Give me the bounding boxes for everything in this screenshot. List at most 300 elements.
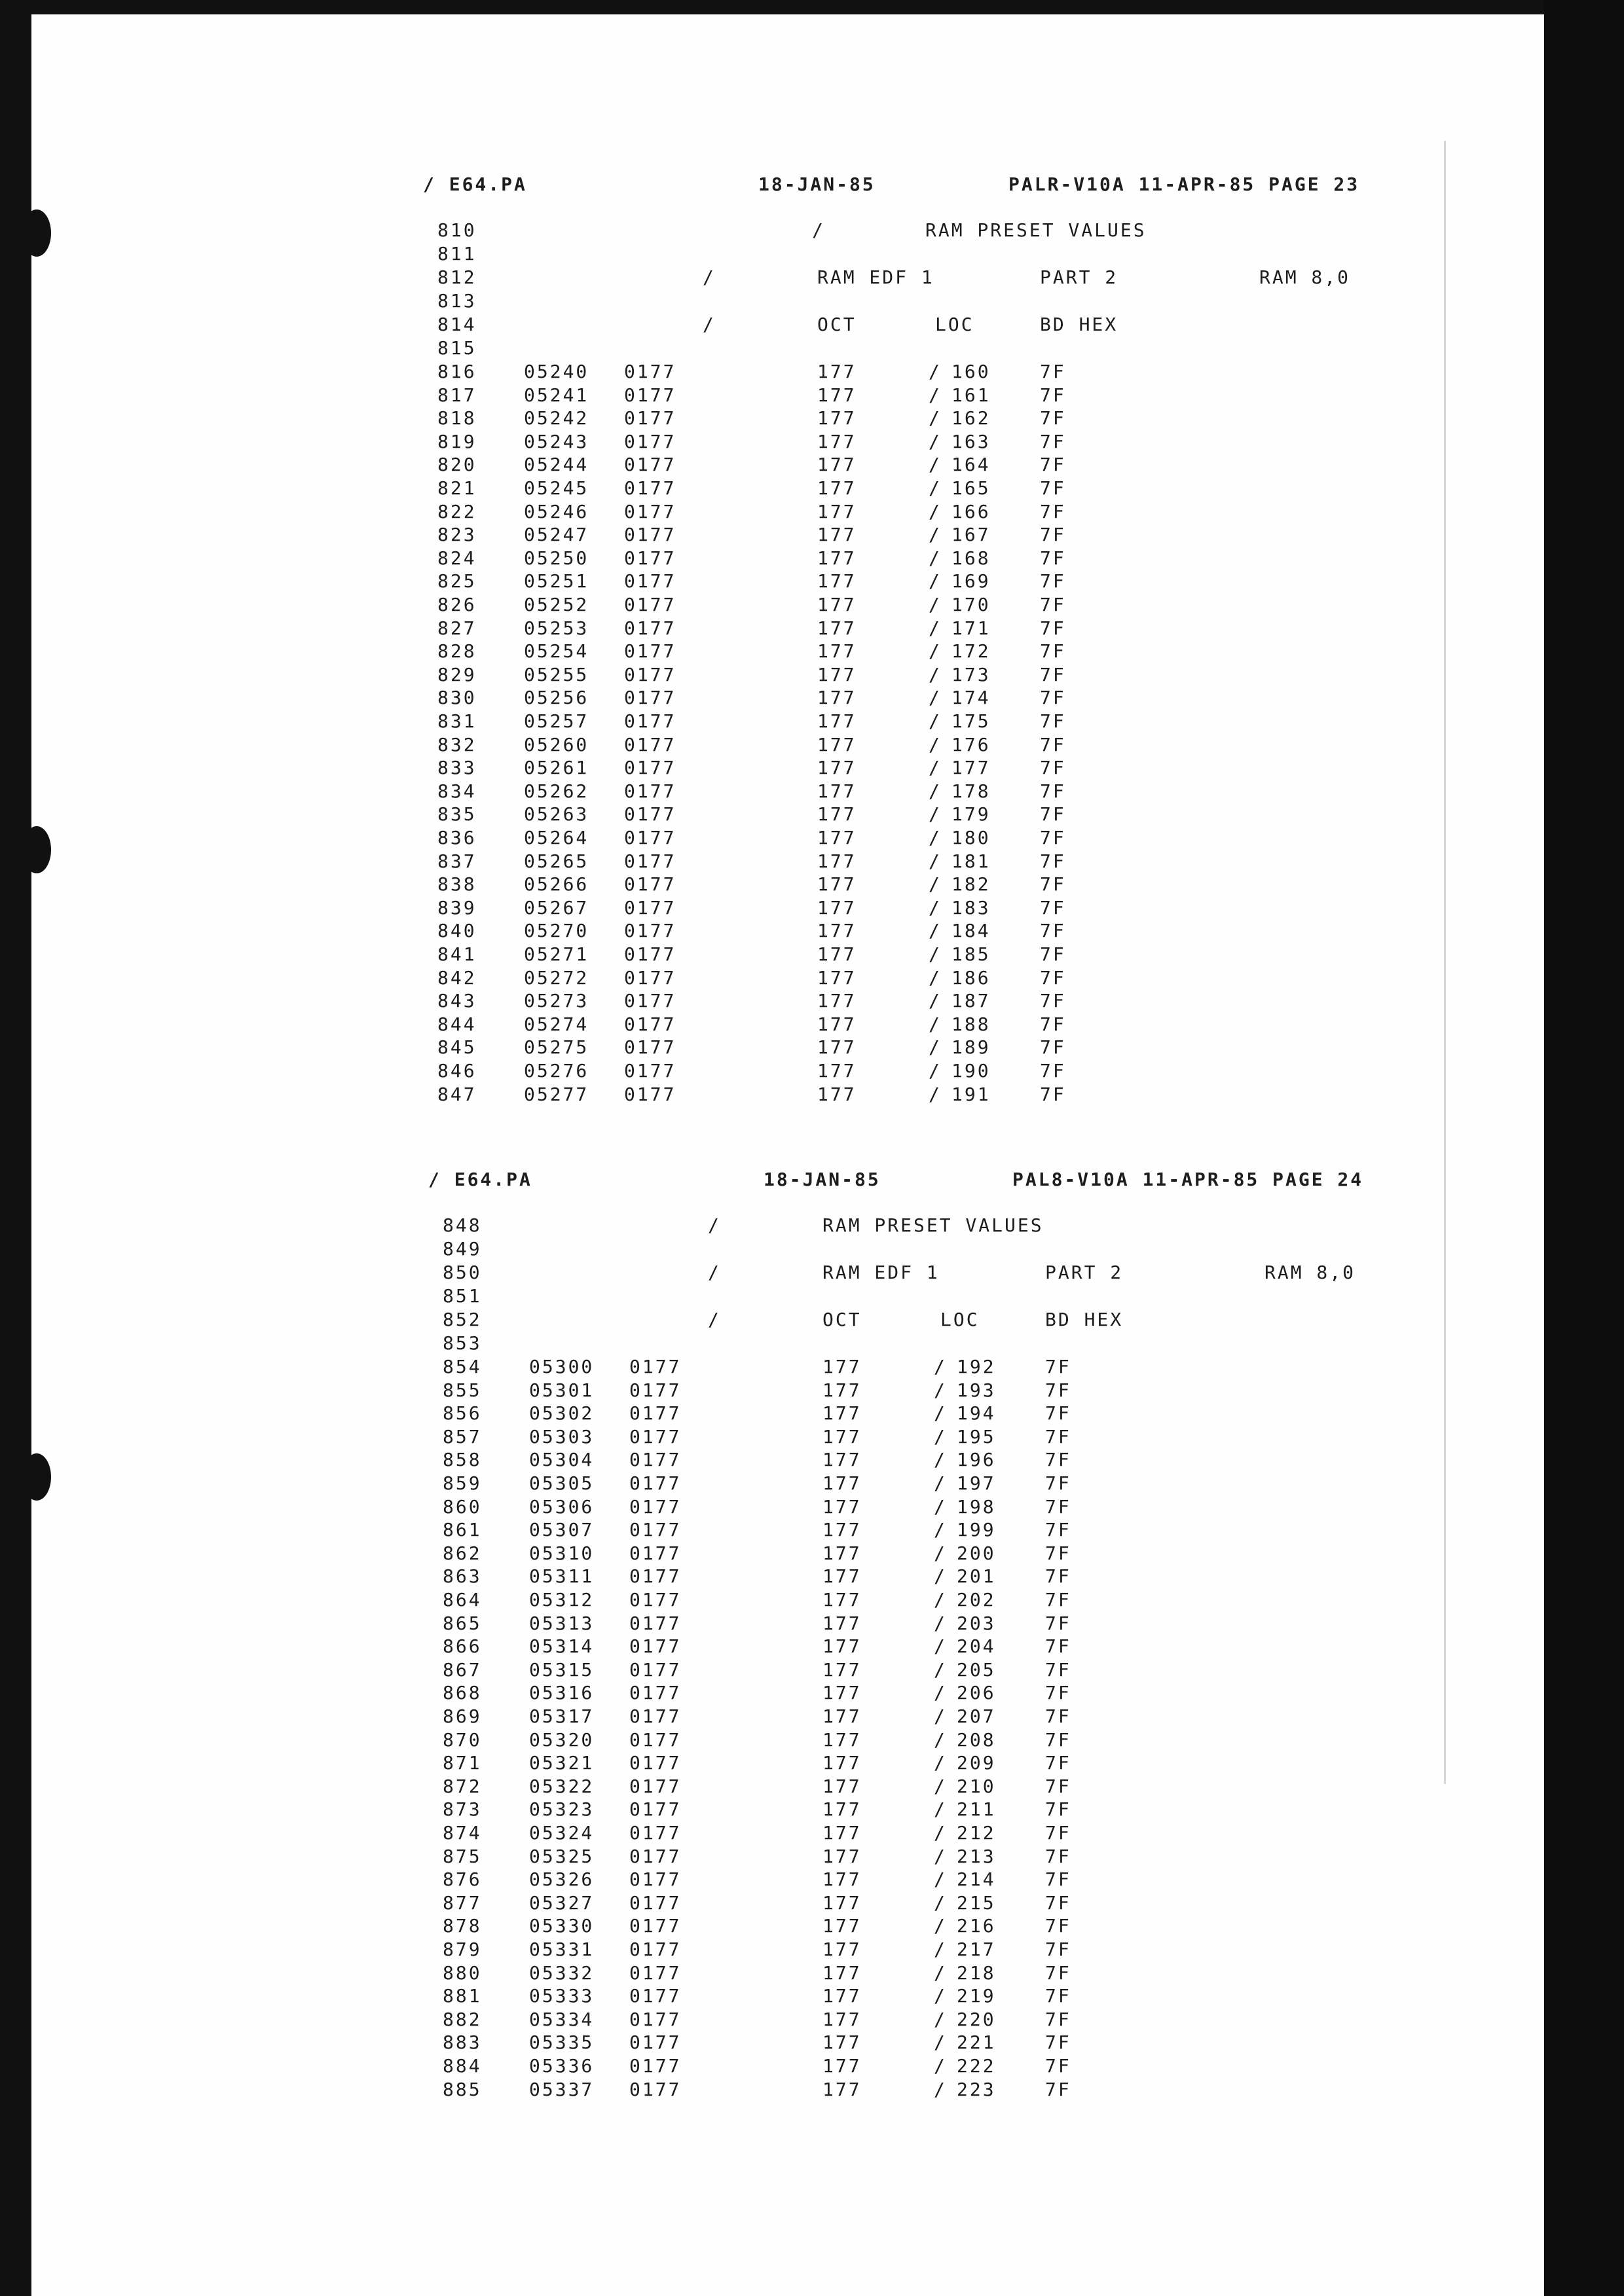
line-number: 873 — [443, 1798, 482, 1821]
loc-value: 171 — [951, 617, 991, 639]
oct-value: 177 — [817, 454, 857, 476]
loc-value: 176 — [951, 733, 991, 756]
code-row — [437, 547, 1551, 570]
line-number: 852 — [443, 1309, 482, 1330]
hex-value: 7F — [1040, 873, 1066, 896]
oct-value: 177 — [822, 1425, 862, 1448]
address: 05311 — [529, 1565, 595, 1588]
address: 05262 — [524, 780, 589, 802]
code-row — [437, 384, 1551, 407]
value: 0177 — [629, 1519, 682, 1541]
loc-value: 209 — [957, 1752, 996, 1774]
oct-value: 177 — [822, 1402, 862, 1425]
address: 05307 — [529, 1519, 595, 1541]
hex-value: 7F — [1045, 1728, 1071, 1751]
line-number: 832 — [437, 733, 477, 756]
code-row — [443, 1402, 1556, 1425]
comment-slash: / — [708, 1262, 721, 1283]
oct-value: 177 — [822, 1356, 862, 1377]
hex-value: 7F — [1045, 1939, 1071, 1960]
loc-value: 173 — [951, 663, 991, 685]
address: 05300 — [529, 1356, 595, 1377]
hex-value: 7F — [1040, 1013, 1066, 1035]
binder-hole — [22, 1453, 51, 1501]
hex-value: 7F — [1040, 850, 1066, 872]
comment-slash: / — [934, 1472, 947, 1494]
comment-slash: / — [934, 1798, 947, 1821]
line-number: 813 — [437, 290, 477, 312]
comment-slash: / — [929, 384, 942, 406]
loc-value: 194 — [957, 1402, 996, 1425]
address: 05331 — [529, 1939, 595, 1960]
loc-value: 207 — [957, 1705, 996, 1727]
line-number: 870 — [443, 1728, 482, 1751]
hex-value: 7F — [1045, 1495, 1071, 1518]
oct-value: 177 — [817, 594, 857, 615]
oct-value: 177 — [822, 1775, 862, 1797]
hex-value: 7F — [1045, 1425, 1071, 1448]
comment-slash: / — [929, 733, 942, 756]
value: 0177 — [624, 687, 676, 709]
value: 0177 — [624, 827, 676, 848]
header-assembler: PALR-V10A 11-APR-85 PAGE 23 — [1008, 173, 1360, 195]
address: 05336 — [529, 2055, 595, 2077]
line-number: 850 — [443, 1262, 482, 1283]
value: 0177 — [624, 896, 676, 919]
oct-value: 177 — [822, 1495, 862, 1518]
code-row — [437, 617, 1551, 640]
hex-value: 7F — [1040, 803, 1066, 826]
comment-slash: / — [934, 1985, 947, 2007]
address: 05335 — [529, 2032, 595, 2054]
line-number: 815 — [437, 337, 477, 359]
comment-slash: / — [934, 1822, 947, 1844]
code-row — [443, 1426, 1556, 1449]
address: 05333 — [529, 1985, 595, 2007]
column-header-line — [443, 1309, 1556, 1332]
line-number: 814 — [437, 314, 477, 335]
comment-slash: / — [929, 407, 942, 429]
loc-value: 218 — [957, 1961, 996, 1984]
line-number: 834 — [437, 780, 477, 802]
code-row — [443, 1822, 1556, 1845]
column-header-line — [437, 314, 1551, 337]
line-number: 874 — [443, 1822, 482, 1844]
loc-label: LOC — [940, 1309, 980, 1330]
comment-text: RAM EDF 1 — [822, 1262, 940, 1283]
loc-value: 222 — [957, 2055, 996, 2077]
line-number: 863 — [443, 1565, 482, 1588]
hex-value: 7F — [1045, 1519, 1071, 1541]
address: 05272 — [524, 966, 589, 989]
value: 0177 — [629, 1682, 682, 1704]
line-number: 816 — [437, 361, 477, 382]
code-row — [437, 454, 1551, 477]
address: 05256 — [524, 687, 589, 709]
oct-value: 177 — [822, 1728, 862, 1751]
hex-value: 7F — [1040, 663, 1066, 685]
value: 0177 — [624, 780, 676, 802]
blank-line — [437, 290, 1551, 313]
code-row — [443, 1449, 1556, 1472]
hex-value: 7F — [1045, 1589, 1071, 1611]
oct-value: 177 — [822, 2078, 862, 2100]
oct-value: 177 — [817, 477, 857, 499]
value: 0177 — [629, 1939, 682, 1960]
loc-value: 191 — [951, 1083, 991, 1105]
line-number: 864 — [443, 1589, 482, 1611]
comment-slash: / — [934, 1495, 947, 1518]
code-row — [437, 710, 1551, 733]
value: 0177 — [624, 640, 676, 663]
comment-slash: / — [934, 1612, 947, 1634]
code-row — [443, 2009, 1556, 2032]
code-row — [443, 1915, 1556, 1938]
hex-value: 7F — [1045, 1379, 1071, 1401]
oct-value: 177 — [817, 850, 857, 872]
oct-value: 177 — [817, 827, 857, 848]
blank-line — [437, 243, 1551, 266]
oct-value: 177 — [822, 1379, 862, 1401]
value: 0177 — [629, 1891, 682, 1914]
line-number: 842 — [437, 966, 477, 989]
value: 0177 — [629, 1356, 682, 1377]
oct-value: 177 — [817, 500, 857, 522]
value: 0177 — [624, 803, 676, 826]
code-row — [437, 967, 1551, 990]
bdhex-label: BD HEX — [1045, 1309, 1124, 1330]
line-number: 848 — [443, 1214, 482, 1236]
loc-value: 181 — [951, 850, 991, 872]
hex-value: 7F — [1045, 1915, 1071, 1937]
comment-slash: / — [703, 266, 716, 288]
oct-label: OCT — [822, 1309, 862, 1330]
comment-ram: RAM 8,0 — [1264, 1262, 1356, 1283]
value: 0177 — [629, 1472, 682, 1494]
hex-value: 7F — [1045, 1402, 1071, 1425]
comment-slash: / — [934, 1635, 947, 1658]
loc-value: 175 — [951, 710, 991, 732]
oct-value: 177 — [822, 2055, 862, 2077]
address: 05246 — [524, 500, 589, 522]
line-number: 862 — [443, 1542, 482, 1564]
oct-value: 177 — [822, 1589, 862, 1611]
loc-value: 190 — [951, 1060, 991, 1082]
comment-slash: / — [929, 663, 942, 685]
oct-value: 177 — [822, 1635, 862, 1658]
address: 05266 — [524, 873, 589, 896]
line-number: 872 — [443, 1775, 482, 1797]
loc-value: 203 — [957, 1612, 996, 1634]
code-row — [437, 477, 1551, 500]
hex-value: 7F — [1040, 966, 1066, 989]
blank-line — [437, 337, 1551, 360]
oct-value: 177 — [817, 757, 857, 779]
code-row — [437, 1060, 1551, 1083]
code-row — [443, 1682, 1556, 1705]
value: 0177 — [624, 873, 676, 896]
header-assembler: PAL8-V10A 11-APR-85 PAGE 24 — [1012, 1169, 1364, 1190]
hex-value: 7F — [1045, 1752, 1071, 1774]
loc-value: 174 — [951, 687, 991, 709]
address: 05327 — [529, 1891, 595, 1914]
comment-slash: / — [929, 361, 942, 382]
oct-value: 177 — [817, 896, 857, 919]
line-number: 810 — [437, 219, 477, 241]
oct-value: 177 — [817, 990, 857, 1012]
comment-text: RAM EDF 1 — [817, 266, 934, 288]
address: 05253 — [524, 617, 589, 639]
line-number: 865 — [443, 1612, 482, 1634]
address: 05274 — [524, 1013, 589, 1035]
hex-value: 7F — [1040, 1083, 1066, 1105]
code-row — [437, 1036, 1551, 1059]
address: 05316 — [529, 1682, 595, 1704]
oct-value: 177 — [817, 570, 857, 592]
value: 0177 — [624, 757, 676, 779]
loc-value: 197 — [957, 1472, 996, 1494]
address: 05303 — [529, 1425, 595, 1448]
loc-value: 202 — [957, 1589, 996, 1611]
comment-slash: / — [929, 990, 942, 1012]
address: 05301 — [529, 1379, 595, 1401]
value: 0177 — [629, 1985, 682, 2007]
hex-value: 7F — [1040, 500, 1066, 522]
line-number: 867 — [443, 1658, 482, 1681]
comment-ram: RAM 8,0 — [1259, 266, 1351, 288]
comment-slash: / — [934, 1891, 947, 1914]
value: 0177 — [624, 361, 676, 382]
oct-value: 177 — [822, 2032, 862, 2054]
loc-value: 165 — [951, 477, 991, 499]
address: 05325 — [529, 1845, 595, 1867]
loc-value: 212 — [957, 1822, 996, 1844]
code-row — [437, 501, 1551, 524]
line-number: 824 — [437, 547, 477, 569]
comment-slash: / — [934, 1425, 947, 1448]
comment-slash: / — [934, 1589, 947, 1611]
hex-value: 7F — [1040, 384, 1066, 406]
value: 0177 — [624, 384, 676, 406]
blank-line — [443, 1285, 1556, 1308]
value: 0177 — [629, 1635, 682, 1658]
header-file: / E64.PA — [423, 173, 527, 195]
header-date: 18-JAN-85 — [758, 173, 876, 195]
blank-line — [443, 1238, 1556, 1261]
loc-value: 160 — [951, 361, 991, 382]
line-number: 849 — [443, 1238, 482, 1260]
line-number: 883 — [443, 2032, 482, 2054]
comment-slash: / — [812, 219, 825, 241]
line-number: 827 — [437, 617, 477, 639]
code-row — [437, 361, 1551, 384]
oct-value: 177 — [822, 1798, 862, 1821]
value: 0177 — [629, 1565, 682, 1588]
loc-value: 172 — [951, 640, 991, 663]
loc-value: 223 — [957, 2078, 996, 2100]
address: 05254 — [524, 640, 589, 663]
address: 05240 — [524, 361, 589, 382]
comment-slash: / — [708, 1214, 721, 1236]
line-number: 847 — [437, 1083, 477, 1105]
address: 05324 — [529, 1822, 595, 1844]
loc-value: 199 — [957, 1519, 996, 1541]
code-row — [437, 1013, 1551, 1036]
comment-text: RAM PRESET VALUES — [822, 1214, 1044, 1236]
oct-value: 177 — [822, 1985, 862, 2007]
comment-slash: / — [934, 1658, 947, 1681]
value: 0177 — [624, 454, 676, 476]
comment-line — [443, 1262, 1556, 1285]
value: 0177 — [629, 1915, 682, 1937]
value: 0177 — [624, 477, 676, 499]
comment-slash: / — [929, 687, 942, 709]
code-row — [443, 1379, 1556, 1402]
code-row — [437, 920, 1551, 943]
header-file: / E64.PA — [428, 1169, 532, 1190]
blank-line — [443, 1332, 1556, 1355]
comment-slash: / — [934, 1565, 947, 1588]
oct-label: OCT — [817, 314, 857, 335]
loc-value: 211 — [957, 1798, 996, 1821]
oct-value: 177 — [822, 1542, 862, 1564]
line-number: 839 — [437, 896, 477, 919]
comment-slash: / — [929, 850, 942, 872]
value: 0177 — [624, 570, 676, 592]
value: 0177 — [629, 1658, 682, 1681]
address: 05270 — [524, 920, 589, 942]
oct-value: 177 — [817, 1083, 857, 1105]
loc-value: 163 — [951, 430, 991, 452]
comment-slash: / — [929, 500, 942, 522]
line-number: 861 — [443, 1519, 482, 1541]
oct-value: 177 — [817, 687, 857, 709]
oct-value: 177 — [817, 617, 857, 639]
comment-slash: / — [929, 1013, 942, 1035]
hex-value: 7F — [1045, 1635, 1071, 1658]
comment-slash: / — [934, 1682, 947, 1704]
loc-value: 204 — [957, 1635, 996, 1658]
hex-value: 7F — [1045, 1542, 1071, 1564]
line-number: 858 — [443, 1449, 482, 1471]
value: 0177 — [629, 1379, 682, 1401]
loc-value: 193 — [957, 1379, 996, 1401]
address: 05314 — [529, 1635, 595, 1658]
loc-value: 185 — [951, 943, 991, 965]
hex-value: 7F — [1040, 1036, 1066, 1059]
code-row — [443, 1962, 1556, 1985]
hex-value: 7F — [1045, 1868, 1071, 1891]
line-number: 882 — [443, 2008, 482, 2030]
hex-value: 7F — [1040, 990, 1066, 1012]
code-row — [437, 664, 1551, 687]
code-row — [443, 1496, 1556, 1519]
loc-value: 214 — [957, 1868, 996, 1891]
hex-value: 7F — [1045, 2078, 1071, 2100]
line-number: 876 — [443, 1868, 482, 1891]
address: 05323 — [529, 1798, 595, 1821]
line-number: 878 — [443, 1915, 482, 1937]
comment-slash: / — [934, 1868, 947, 1891]
loc-value: 188 — [951, 1013, 991, 1035]
value: 0177 — [629, 1495, 682, 1518]
address: 05241 — [524, 384, 589, 406]
comment-slash: / — [929, 896, 942, 919]
comment-slash: / — [934, 2032, 947, 2054]
address: 05265 — [524, 850, 589, 872]
line-number: 877 — [443, 1891, 482, 1914]
line-number: 854 — [443, 1356, 482, 1377]
code-row — [443, 1798, 1556, 1821]
oct-value: 177 — [822, 1658, 862, 1681]
loc-value: 198 — [957, 1495, 996, 1518]
comment-slash: / — [934, 1915, 947, 1937]
oct-value: 177 — [817, 1036, 857, 1059]
line-number: 835 — [437, 803, 477, 826]
value: 0177 — [629, 1775, 682, 1797]
code-row — [443, 1868, 1556, 1891]
hex-value: 7F — [1040, 1060, 1066, 1082]
line-number: 856 — [443, 1402, 482, 1425]
address: 05330 — [529, 1915, 595, 1937]
code-row — [437, 780, 1551, 803]
binder-hole — [22, 826, 51, 873]
code-row — [443, 1705, 1556, 1728]
line-number: 885 — [443, 2078, 482, 2100]
hex-value: 7F — [1045, 1822, 1071, 1844]
value: 0177 — [624, 524, 676, 546]
address: 05252 — [524, 594, 589, 615]
loc-value: 168 — [951, 547, 991, 569]
comment-line — [443, 1214, 1556, 1237]
oct-value: 177 — [817, 407, 857, 429]
comment-slash: / — [934, 1775, 947, 1797]
code-row — [443, 1892, 1556, 1915]
line-number: 845 — [437, 1036, 477, 1059]
code-row — [443, 1729, 1556, 1752]
address: 05334 — [529, 2008, 595, 2030]
value: 0177 — [624, 943, 676, 965]
code-row — [437, 407, 1551, 430]
code-row — [443, 1752, 1556, 1775]
line-number: 881 — [443, 1985, 482, 2007]
hex-value: 7F — [1040, 896, 1066, 919]
hex-value: 7F — [1045, 1449, 1071, 1471]
loc-value: 210 — [957, 1775, 996, 1797]
comment-slash: / — [703, 314, 716, 335]
hex-value: 7F — [1040, 780, 1066, 802]
value: 0177 — [629, 2008, 682, 2030]
loc-value: 183 — [951, 896, 991, 919]
comment-text: RAM PRESET VALUES — [925, 219, 1147, 241]
line-number: 829 — [437, 663, 477, 685]
code-row — [437, 827, 1551, 850]
address: 05277 — [524, 1083, 589, 1105]
value: 0177 — [624, 733, 676, 756]
bdhex-label: BD HEX — [1040, 314, 1118, 335]
address: 05326 — [529, 1868, 595, 1891]
code-row — [437, 850, 1551, 873]
oct-value: 177 — [822, 1519, 862, 1541]
comment-slash: / — [929, 943, 942, 965]
loc-value: 161 — [951, 384, 991, 406]
hex-value: 7F — [1045, 1845, 1071, 1867]
hex-value: 7F — [1045, 1705, 1071, 1727]
loc-value: 169 — [951, 570, 991, 592]
address: 05245 — [524, 477, 589, 499]
oct-value: 177 — [817, 547, 857, 569]
code-row — [443, 1472, 1556, 1495]
